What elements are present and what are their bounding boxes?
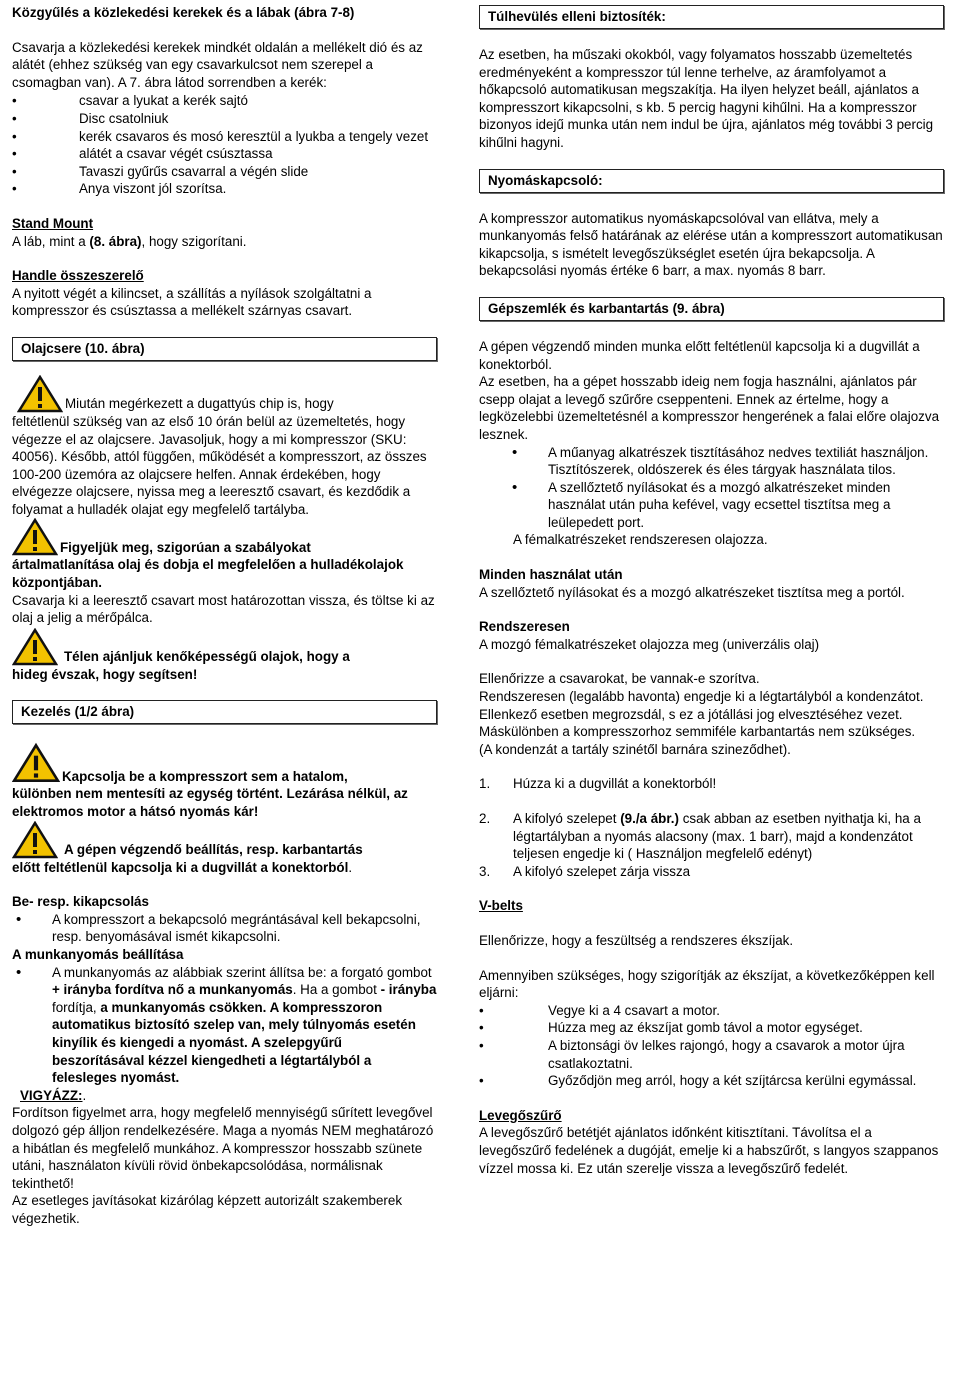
maintenance-text-2: Az esetben, ha a gépet hosszabb ideig nem fogja használni, ajánlatos pár csepp olajat a levegő szűrőre cseppenteni. Ennek az értelme, hogy a legközelebbi üzemeltetésnél a kompresszor hengerének a falai előre olajozva lesznek.: [479, 374, 940, 442]
list-item: 3. A kifolyó szelepet zárja vissza: [479, 863, 691, 879]
list-item: • A biztonsági öv lelkes rajongó, hogy a csavarok a motor újra csatlakoztatni.: [479, 1037, 944, 1072]
section-box-maintenance: Gépszemlék és karbantartás (9. ábra): [479, 297, 944, 321]
list-item: 1. Húzza ki a dugvillát a konektorból!: [479, 776, 717, 792]
warning-oil-3: Télen ajánljuk kenőképességű olajok, hogy a: [12, 628, 437, 666]
check-text-4: (A kondenzát a tartály szinétől barnára szineződhet).: [479, 741, 791, 757]
check-text-3: Máskülönben a kompresszorhoz semmiféle karbantartás nem szükséges.: [479, 724, 916, 740]
list-item: • alátét a csavar végét csúsztassa: [12, 145, 437, 163]
section-title-stand: Stand Mount: [12, 215, 94, 231]
warning-operation-2: A gépen végzendő beállítás, resp. karbantartás: [12, 821, 437, 859]
wheels-list: [12, 92, 437, 198]
section-box-overheat: Túlhevülés elleni biztosíték:: [479, 5, 944, 29]
regular-text: A mozgó fémalkatrészeket olajozza meg (univerzális olaj): [479, 636, 820, 652]
list-item: • Vegye ki a 4 csavart a motor.: [479, 1002, 944, 1020]
caution-text: Fordítson figyelmet arra, hogy megfelelő mennyiségű sűrített levegővel dolgozó gép álljon rendelkezésére. Maga a nyomás NEM meghatározó a hibátlan és megfelelő munkához. A kompresszor hosszabb szünete utáni, használaton kívüli rövid önbekapcsolódása, normálisnak tekinthető!: [12, 1105, 434, 1191]
caution-text-2: Az esetleges javításokat kizárólag képzett autorizált szakemberek végezhetik.: [12, 1193, 403, 1226]
warning-operation-1-text: különben nem mentesíti az egység történt. Lezárása nélkül, az elektromos motor a hátsó nyomás kár!: [12, 786, 408, 820]
section-box-operation: Kezelés (1/2 ábra): [12, 700, 437, 724]
stand-text: A láb, mint a (8. ábra), hogy szigorítani.: [12, 233, 247, 249]
section-title-wheels: Közgyűlés a közlekedési kerekek és a lábak (ábra 7-8): [12, 5, 355, 20]
maintenance-list: [479, 444, 944, 532]
vbelt-list: [479, 1002, 944, 1090]
warning-triangle-icon: [12, 628, 58, 666]
warning-operation-2-text: előtt feltétlenül kapcsolja ki a dugvillát a konektorból.: [12, 859, 353, 875]
warning-operation-1: Kapcsolja be a kompresszort sem a hatalom,: [12, 741, 437, 785]
warning-oil-2: Figyeljük meg, szigorúan a szabályokat: [12, 518, 437, 556]
pressure-switch-text: A kompresszor automatikus nyomáskapcsolóval van ellátva, mely a munkanyomás felső határának az elérése után a kompresszort automatikusan kikapcsolja, s ismételt levegőszükséglet esetén újra bekapcsolja. A bekapcsolási nyomás értéke 6 barr, a max. nyomás 8 barr.: [479, 210, 943, 279]
check-text: Ellenőrizze a csavarokat, be vannak-e szorítva.: [479, 671, 760, 687]
list-item: • Anya viszont jól szorítsa.: [12, 180, 437, 198]
warning-oil-1-text: feltétlenül szükség van az első 10 órán belül az üzemeltetés, hogy végezze el az olajcsere. Javasoljuk, hogy a mi kompresszor (SKU: 40056). Később, attól függően, működését a kompresszort, az összes 100-200 üzemóra az olajcsere helfen. Annak érdekében, hogy elvégezze olajcsere, nyissa meg a leeresztő csavart, és kezdődik a folyamat a hulladék olajat egy megfelelő tartályba.: [12, 413, 427, 517]
warning-triangle-icon: [12, 821, 58, 859]
right-column: [479, 0, 944, 1177]
section-box-pressure-switch: Nyomáskapcsoló:: [479, 169, 944, 193]
caution-title: VIGYÁZZ:.: [20, 1087, 87, 1103]
warning-triangle-icon: [17, 375, 63, 413]
overheat-text: Az esetben, ha műszaki okokból, vagy folyamatos hosszabb üzemeltetés eredményeként a kompresszor túl lenne terhelve, az áramfolyamot a hőkapcsoló automatikusan megszakítja. Ha ilyen helyzet beáll, ajánlatos a kompresszort kikapcsolni, s kb. 5 percig hagyni kihűlni. Ha a kompresszor bizonyos idejű munka után nem indul be újra, ajánlatos még további 3 percig kihűlni hagyni.: [479, 47, 934, 150]
section-box-oil: Olajcsere (10. ábra): [12, 337, 437, 361]
pressure-list: [12, 964, 437, 1087]
oil-refill-text: Csavarja ki a leeresztő csavart most határozottan vissza, és töltse ki az olaj a jelig a mérőpálca.: [12, 592, 435, 626]
list-item: • Disc csatolniuk: [12, 110, 437, 128]
list-item: • kerék csavaros és mosó keresztül a lyukba a tengely vezet: [12, 128, 437, 146]
warning-oil-1: Miután megérkezett a dugattyús chip is, hogy: [12, 375, 437, 413]
list-item: • A szellőztető nyílásokat és a mozgó alkatrészeket minden használat után puha kefével, vagy ecsettel tisztítsa meg a leülepedett port.: [479, 479, 944, 532]
list-item: • csavar a lyukat a kerék sajtó: [12, 92, 437, 110]
list-item: • A munkanyomás az alábbiak szerint állítsa be: a forgató gombot + irányba fordítva nő a munkanyomás. Ha a gombot - irányba fordítja, a munkanyomás csökken. A kompresszoron automatikus biztosító szelep van, mely túlnyomás esetén kinyílik és kiengedi a nyomást. A szelepgyűrű beszorításával kézzel kiengedheti a légtartályból a felesleges nyomást.: [12, 964, 437, 1087]
list-item: 2. A kifolyó szelepet (9./a ábr.) csak abban az esetben nyithatja ki, ha a légtartályban a nyomás alacsony (max. 1 barr), majd a kondenzátot teljesen engedje ki ( Használjon megfelelő edényt): [479, 811, 921, 862]
wheels-paragraph: Csavarja a közlekedési kerekek mindkét oldalán a mellékelt dió és az alátét (ehhez szükség van egy csavarkulcsot nem szerepel a csomagban van). A 7. ábra látod sorrendben a kerék:: [12, 39, 423, 90]
air-filter-title: Levegőszűrő: [479, 1107, 562, 1123]
onoff-title: Be- resp. kikapcsolás: [12, 894, 149, 910]
after-use-text: A szellőztető nyílásokat és a mozgó alkatrészeket tisztítsa meg a portól.: [479, 584, 905, 600]
warning-triangle-icon: [12, 518, 58, 556]
after-use-title: Minden használat után: [479, 567, 623, 583]
regular-title: Rendszeresen: [479, 619, 570, 635]
warning-oil-3-text: hideg évszak, hogy segítsen!: [12, 666, 198, 682]
list-item: • Győződjön meg arról, hogy a két szíjtárcsa kerülni egymással.: [479, 1072, 944, 1090]
list-item: • Húzza meg az ékszíjat gomb távol a motor egységet.: [479, 1019, 944, 1037]
vbelt-text: Ellenőrizze, hogy a feszültség a rendszeres ékszíjak.: [479, 932, 794, 948]
maintenance-metal-text: A fémalkatrészeket rendszeresen olajozza.: [513, 532, 768, 548]
vbelt-text-2: Amennyiben szükséges, hogy szigorítják az ékszíjat, a következőképpen kell eljárni:: [479, 967, 935, 1001]
drain-steps: [479, 775, 944, 880]
section-title-handle: Handle összeszerelő: [12, 268, 144, 284]
handle-text: A nyitott végét a kilincset, a szállítás a nyílások szolgáltatni a kompresszor és csúsztassa a mellékelt szárnyas csavart.: [12, 285, 372, 319]
left-column: [12, 0, 437, 1228]
warning-oil-2-text: ártalmatlanítása olaj és dobja el megfelelően a hulladékolajok központjában.: [12, 557, 404, 591]
air-filter-text: A levegőszűrő betétjét ajánlatos időnként kitisztítani. Távolítsa el a levegőszűrő fedelének a dugóját, emelje ki a habszűrőt, s langyos szappanos vízzel mossa ki. Ez után szerelje vissza a levegőszűrő fedelét.: [479, 1125, 939, 1176]
maintenance-text: A gépen végzendő minden munka előtt feltétlenül kapcsolja ki a dugvillát a konektorból.: [479, 338, 920, 372]
warning-triangle-icon: [12, 741, 60, 785]
list-item: • A kompresszort a bekapcsoló megrántásával kell bekapcsolni, resp. benyomásával ismét kikapcsolni.: [12, 911, 437, 946]
pressure-title: A munkanyomás beállítása: [12, 947, 184, 962]
check-text-2: Rendszeresen (legalább havonta) engedje ki a légtartályból a kondenzátot. Ellenkező esetben megrozsdál, s ez a jótállási jog elvesztéséhez vezet.: [479, 689, 924, 722]
list-item: • A műanyag alkatrészek tisztításához nedves textiliát használjon. Tisztítószerek, oldószerek és éles tárgyak használata tilos.: [479, 444, 944, 479]
onoff-list: [12, 911, 437, 946]
list-item: • Tavaszi gyűrűs csavarral a végén slide: [12, 163, 437, 181]
vbelt-title: V-belts: [479, 898, 523, 914]
